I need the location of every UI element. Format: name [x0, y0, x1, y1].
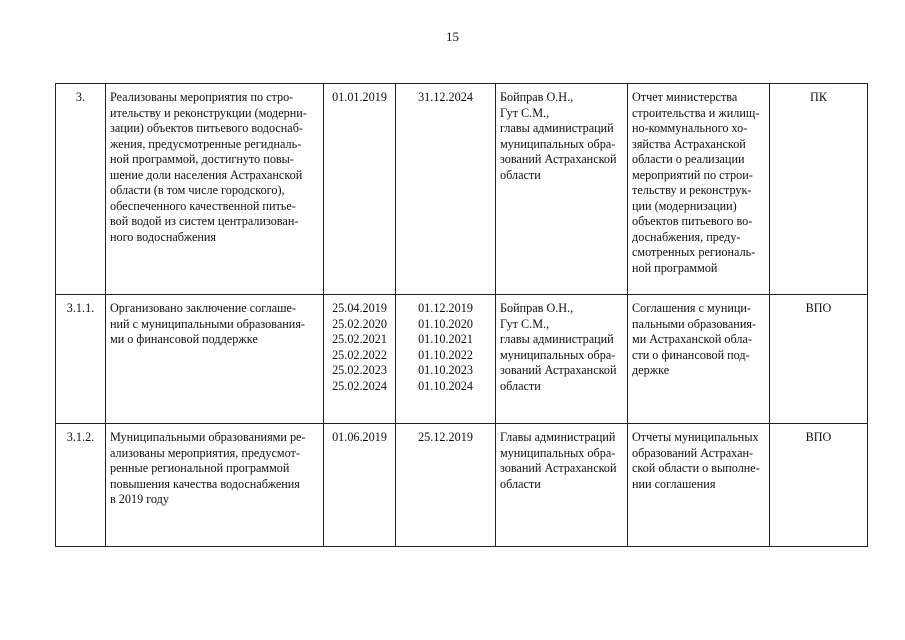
cell-line: 01.10.2024	[418, 378, 473, 393]
cell-line: области (в том числе городского),	[110, 183, 285, 197]
cell-line: зации) объектов питьевого водоснаб-	[110, 121, 303, 135]
row-code: ПК	[770, 84, 868, 295]
row-description	[106, 424, 324, 547]
cell-line: образований Астрахан-	[632, 445, 754, 460]
cell-line: Гут С.М.,	[500, 105, 550, 120]
row-start-date	[324, 424, 396, 547]
cell-line: ного водоснабжения	[110, 229, 217, 244]
table-row	[56, 424, 868, 547]
row-result	[628, 295, 770, 424]
cell-line: вой водой из систем централизован-	[110, 214, 299, 228]
cell-line: мероприятий по строи-	[632, 167, 753, 182]
cell-line: зований Астраханской	[500, 461, 617, 475]
row-responsible	[496, 84, 628, 295]
cell-line: ской области о выполне-	[632, 461, 760, 475]
cell-line: главы администраций	[500, 121, 614, 135]
cell-line: области	[500, 378, 541, 393]
row-result	[628, 424, 770, 547]
cell-line: ренные региональной программой	[110, 461, 290, 475]
row-code: ВПО	[770, 424, 868, 547]
cell-line: 25.02.2021	[332, 332, 387, 346]
cell-line: 01.06.2019	[332, 430, 387, 444]
row-description	[106, 295, 324, 424]
cell-line: зований Астраханской	[500, 152, 617, 166]
cell-line: ний с муниципальными образования-	[110, 316, 305, 331]
cell-line: муниципальных обра-	[500, 347, 616, 362]
cell-line: Реализованы мероприятия по стро-	[110, 90, 294, 104]
cell-line: пальными образования-	[632, 316, 757, 331]
cell-line: 25.04.2019	[332, 301, 387, 315]
cell-line: в 2019 году	[110, 492, 169, 506]
cell-line: главы администраций	[500, 332, 614, 346]
row-description	[106, 84, 324, 295]
cell-line: ительству и реконструкции (модерни-	[110, 105, 307, 120]
cell-line: повышения качества водоснабжения	[110, 476, 300, 491]
cell-line: нии соглашения	[632, 476, 716, 491]
cell-line: Организовано заключение соглаше-	[110, 301, 296, 315]
cell-line: 25.02.2022	[332, 347, 387, 362]
cell-line: ми Астраханской обла-	[632, 332, 752, 346]
cell-line: области	[500, 476, 541, 491]
table-row	[56, 295, 868, 424]
row-end-date	[396, 295, 496, 424]
cell-line: 01.10.2021	[418, 332, 473, 346]
cell-line: Гут С.М.,	[500, 316, 550, 331]
cell-line: жения, предусмотренные регидналь-	[110, 136, 302, 151]
cell-line: 25.02.2020	[332, 316, 387, 331]
cell-line: сти о финансовой под-	[632, 347, 750, 362]
row-responsible	[496, 424, 628, 547]
cell-line: 25.12.2019	[418, 430, 473, 444]
row-start-date	[324, 84, 396, 295]
cell-line: ной программой	[632, 260, 718, 275]
cell-line: Соглашения с муници-	[632, 301, 751, 315]
cell-line: шение доли населения Астраханской	[110, 167, 303, 182]
cell-line: 25.02.2024	[332, 378, 387, 393]
cell-line: держке	[632, 363, 670, 377]
cell-line: 01.01.2019	[332, 90, 387, 104]
cell-line: области	[500, 167, 541, 182]
cell-line: тельству и реконструк-	[632, 183, 752, 197]
cell-line: 01.12.2019	[418, 301, 473, 315]
cell-line: ции (модернизации)	[632, 198, 737, 213]
cell-line: муниципальных обра-	[500, 445, 616, 460]
row-number: 3.	[56, 84, 106, 295]
page-number: 15	[446, 29, 459, 44]
row-code: ВПО	[770, 295, 868, 424]
row-result	[628, 84, 770, 295]
cell-line: Бойправ О.Н.,	[500, 90, 574, 104]
cell-line: ми о финансовой поддержке	[110, 332, 258, 346]
row-start-date	[324, 295, 396, 424]
cell-line: 25.02.2023	[332, 363, 387, 377]
cell-line: доснабжения, преду-	[632, 229, 741, 244]
cell-line: объектов питьевого во-	[632, 214, 753, 228]
cell-line: зяйства Астраханской	[632, 136, 746, 151]
cell-line: но-коммунального хо-	[632, 121, 748, 135]
cell-line: Муниципальными образованиями ре-	[110, 430, 306, 444]
cell-line: Отчет министерства	[632, 90, 738, 104]
row-end-date	[396, 84, 496, 295]
cell-line: области о реализации	[632, 152, 745, 166]
cell-line: зований Астраханской	[500, 363, 617, 377]
cell-line: обеспеченного качественной питье-	[110, 198, 296, 213]
cell-line: 01.10.2020	[418, 316, 473, 331]
cell-line: 31.12.2024	[418, 90, 473, 104]
cell-line: 01.10.2022	[418, 347, 473, 362]
cell-line: строительства и жилищ-	[632, 105, 760, 120]
cell-line: Главы администраций	[500, 430, 616, 444]
cell-line: Бойправ О.Н.,	[500, 301, 574, 315]
cell-line: ной программой, достигнуто повы-	[110, 152, 294, 166]
cell-line: 01.10.2023	[418, 363, 473, 377]
table-row	[56, 84, 868, 295]
cell-line: смотренных региональ-	[632, 245, 756, 259]
plan-table	[55, 83, 868, 547]
row-responsible	[496, 295, 628, 424]
cell-line: ализованы мероприятия, предусмот-	[110, 445, 300, 460]
cell-line: Отчеты муниципальных	[632, 430, 759, 444]
row-end-date	[396, 424, 496, 547]
cell-line: муниципальных обра-	[500, 136, 616, 151]
row-number: 3.1.1.	[56, 295, 106, 424]
row-number: 3.1.2.	[56, 424, 106, 547]
